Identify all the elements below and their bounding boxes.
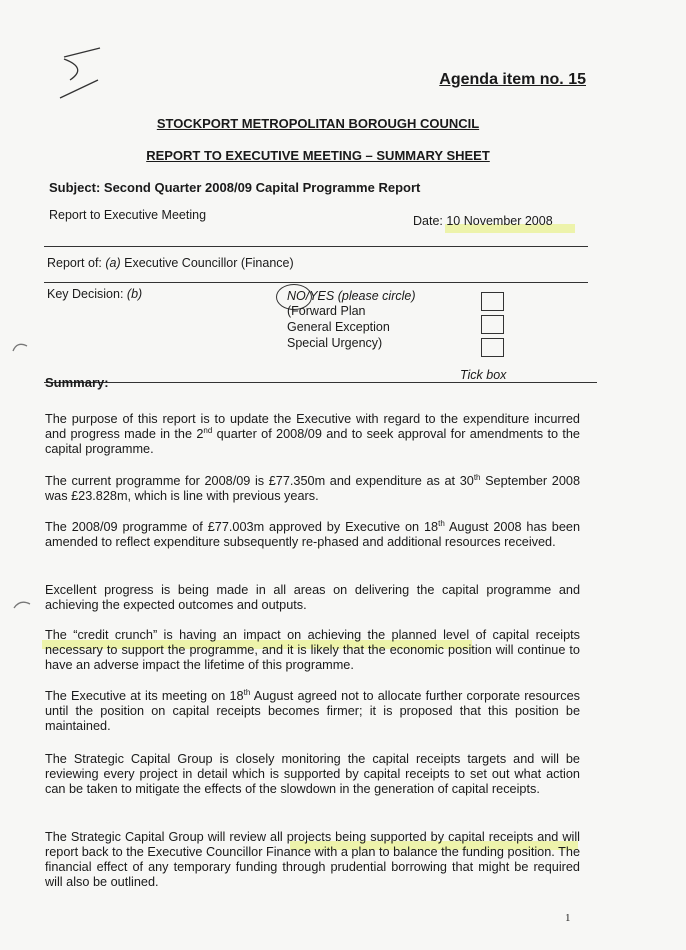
- general-exception-label: General Exception: [287, 320, 390, 334]
- subject-line: Subject: Second Quarter 2008/09 Capital Programme Report: [49, 180, 421, 195]
- forward-plan-checkbox[interactable]: [481, 292, 504, 311]
- tick-box-label: Tick box: [460, 368, 507, 382]
- p3-text-a: The 2008/09 programme of £77.003m approved by Executive on 18: [45, 520, 439, 534]
- summary-paragraph-8: The Strategic Capital Group will review all projects being supported by capital receipts and will report back to the Executive Councillor Finance with a plan to balance the funding position. The financial effect of any temporary funding through prudential borrowing that might be required will also be outlined.: [45, 830, 580, 889]
- p3-text-b: August 2008 has been amended to reflect expenditure subsequently re-phased and additional resources received.: [45, 520, 580, 549]
- agenda-item: Agenda item no. 15: [439, 71, 586, 88]
- divider: [44, 246, 588, 247]
- summary-paragraph-3: [45, 520, 580, 550]
- summary-paragraph-5: The “credit crunch” is having an impact on achieving the planned level of capital receipts necessary to support the programme, and it is likely that the economic position will continue to have an adverse impact the lifetime of this programme.: [45, 628, 580, 672]
- p3-sup: th: [438, 518, 445, 528]
- p1-sup: nd: [203, 425, 213, 435]
- summary-paragraph-1: [45, 412, 580, 457]
- general-exception-checkbox[interactable]: [481, 315, 504, 334]
- divider: [44, 282, 588, 283]
- page-number: 1: [565, 912, 571, 924]
- key-decision-letter: (b): [126, 287, 143, 301]
- punch-hole-icon: [5, 337, 33, 357]
- key-decision-text: Key Decision:: [47, 287, 127, 301]
- decision-no: NO: [287, 289, 306, 303]
- p2-text-b: September 2008 was £23.828m, which is line with previous years.: [45, 474, 580, 503]
- report-of-letter: (a): [105, 256, 121, 270]
- report-of-value: Executive Councillor (Finance): [120, 256, 294, 270]
- punch-hole-icon: [8, 595, 36, 615]
- special-urgency-checkbox[interactable]: [481, 338, 504, 357]
- divider: [44, 382, 597, 383]
- special-urgency-label: Special Urgency): [287, 336, 383, 350]
- pen-mark-icon: [50, 40, 120, 100]
- summary-paragraph-4: Excellent progress is being made in all areas on delivering the capital programme and achieving the expected outcomes and outputs.: [45, 583, 580, 612]
- report-of-label: Report of:: [47, 256, 106, 270]
- report-title: REPORT TO EXECUTIVE MEETING – SUMMARY SHEET: [146, 148, 490, 163]
- summary-paragraph-7: The Strategic Capital Group is closely monitoring the capital receipts targets and will be reviewing every project in detail which is supported by capital receipts to set out what action can be taken to mitigate the effects of the slowdown in the generation of capital receipts.: [45, 752, 580, 796]
- summary-paragraph-2: [45, 474, 580, 504]
- decision-yes: /YES (please circle): [305, 289, 416, 303]
- meeting-date: Date: 10 November 2008: [413, 214, 553, 228]
- decision-options: [287, 289, 416, 303]
- summary-heading: Summary:: [45, 375, 109, 390]
- organisation-title: STOCKPORT METROPOLITAN BOROUGH COUNCIL: [156, 116, 480, 131]
- p6-sup: th: [243, 687, 251, 697]
- p6-text-a: The Executive at its meeting on 18: [45, 689, 244, 703]
- key-decision-label: [47, 287, 142, 301]
- p6-text-b: August agreed not to allocate further corporate resources until the position on capital receipts becomes firmer; it is proposed that this position be maintained.: [45, 689, 580, 733]
- forward-plan-label: (Forward Plan: [287, 304, 366, 318]
- meeting-label: Report to Executive Meeting: [49, 208, 207, 222]
- summary-paragraph-6: [45, 689, 580, 734]
- report-of: [47, 256, 294, 270]
- p1-text-a: The purpose of this report is to update the Executive with regard to the expenditure incurred and progress made in the 2: [45, 412, 580, 441]
- p2-text-a: The current programme for 2008/09 is £77.350m and expenditure as at 30: [45, 474, 474, 488]
- p1-text-b: quarter of 2008/09 and to seek approval for amendments to the capital programme.: [45, 427, 580, 456]
- p2-sup: th: [473, 472, 481, 482]
